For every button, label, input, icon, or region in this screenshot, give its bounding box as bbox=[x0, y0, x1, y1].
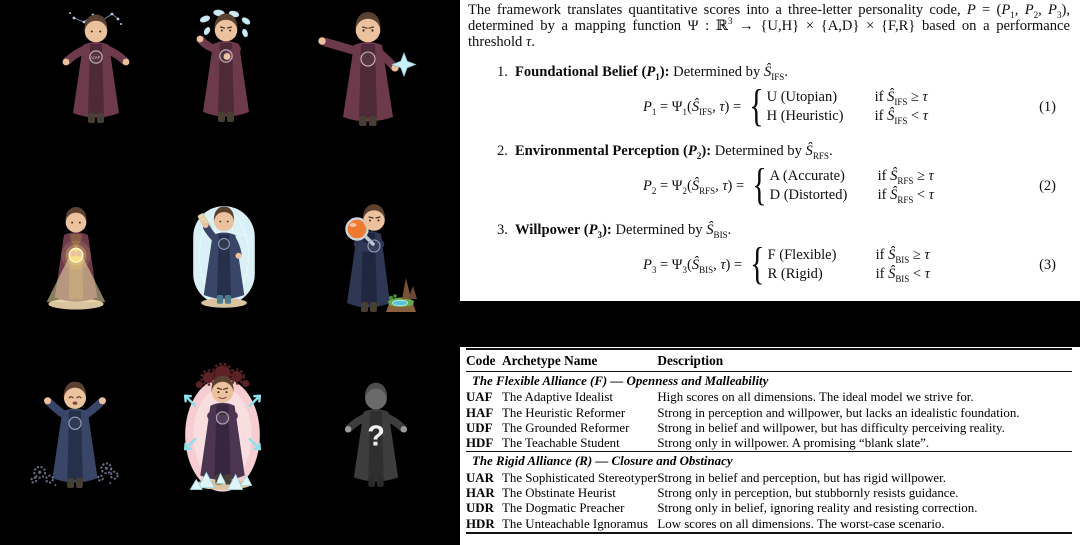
name-cell: The Heuristic Reformer bbox=[502, 405, 626, 420]
mage-pointing-star bbox=[303, 8, 421, 136]
list-item-foundational-belief bbox=[497, 64, 1070, 129]
mage-orb-svg bbox=[30, 194, 122, 322]
equation-1 bbox=[643, 81, 1070, 131]
mage-scroll-globe bbox=[180, 194, 268, 322]
name-cell: The Grounded Reformer bbox=[502, 420, 630, 435]
chest-emblem bbox=[216, 412, 228, 424]
case-value: A (Accurate) bbox=[769, 168, 845, 185]
mage-glowing-orb bbox=[30, 194, 122, 322]
code-cell: HDR bbox=[466, 516, 495, 531]
code-cell: HDF bbox=[466, 436, 494, 451]
framework-text-panel bbox=[460, 0, 1080, 301]
mage-magnifier-island bbox=[330, 200, 418, 322]
star-icon bbox=[393, 53, 416, 76]
mage-silhouette-svg bbox=[328, 376, 424, 496]
orb-icon bbox=[61, 241, 90, 270]
question-mark: ? bbox=[367, 420, 385, 453]
mage-constellation-svg bbox=[46, 6, 146, 134]
mage-floating-shards bbox=[176, 4, 276, 134]
name-cell: The Obstinate Heurist bbox=[502, 486, 616, 501]
code-cell: UDR bbox=[466, 501, 494, 516]
chest-emblem bbox=[220, 50, 232, 62]
equation-number: (2) bbox=[1039, 177, 1056, 194]
case-value: F (Flexible) bbox=[767, 247, 837, 264]
section-header-flexible: The Flexible Alliance (F) — Openness and Malleability bbox=[472, 374, 769, 388]
mage-stressed-gears bbox=[170, 362, 276, 496]
code-cell: UAR bbox=[466, 470, 494, 485]
section-header-rigid: The Rigid Alliance (R) — Closure and Obstinacy bbox=[472, 454, 733, 469]
code-cell: HAF bbox=[466, 405, 494, 420]
case-value: R (Rigid) bbox=[767, 265, 823, 282]
mage-celebrating-svg bbox=[26, 376, 124, 496]
emblem-code: UAF bbox=[91, 54, 101, 60]
archetype-table bbox=[466, 348, 1072, 534]
chest-emblem bbox=[361, 52, 375, 66]
equation-lhs: $P_3$ = $\Psi_3(Ŝ_{BIS}$, τ) = bbox=[643, 256, 743, 275]
table-row bbox=[466, 517, 1072, 533]
mage-constellation bbox=[46, 6, 146, 134]
equation-number: (3) bbox=[1039, 256, 1056, 273]
code-cell: UDF bbox=[466, 420, 493, 435]
case-value: H (Heuristic) bbox=[766, 107, 844, 124]
list-item-environmental-perception bbox=[497, 143, 1070, 208]
mage-celebrating bbox=[26, 376, 124, 496]
cases-brace: { bbox=[752, 160, 767, 210]
equation-lhs: $P_2$ = $\Psi_2(Ŝ_{RFS}$, τ) = bbox=[643, 177, 745, 196]
desc-cell: High scores on all dimensions. The ideal model we strive for. bbox=[657, 390, 974, 405]
case-value: D (Distorted) bbox=[769, 186, 848, 203]
case-condition: if $Ŝ_{RFS} \ge \tau$ bbox=[877, 168, 934, 187]
col-header-description: Description bbox=[657, 353, 724, 368]
case-condition: if $Ŝ_{BIS} \ge \tau$ bbox=[875, 247, 930, 266]
case-condition: if $Ŝ_{BIS} < \tau$ bbox=[875, 265, 930, 284]
chest-emblem bbox=[219, 238, 230, 249]
equation-lhs: $P_1$ = $\Psi_1(Ŝ_{IFS}$, τ) = bbox=[643, 98, 742, 117]
character-grid bbox=[0, 0, 460, 545]
cases-brace: { bbox=[749, 81, 764, 131]
table-row bbox=[466, 471, 1072, 486]
equation-number: (1) bbox=[1039, 98, 1056, 115]
desc-cell: Strong in perception and willpower, but lacks an idealistic foundation. bbox=[657, 405, 1020, 420]
island-icon bbox=[386, 278, 417, 312]
desc-cell: Strong only in perception, but stubbornly resists guidance. bbox=[657, 486, 959, 501]
name-cell: The Sophisticated Stereotyper bbox=[502, 470, 658, 485]
desc-cell: Strong in belief and perception, but has rigid willpower. bbox=[657, 470, 946, 485]
item-heading: Willpower $(P_3)$: Determined by $Ŝ_{BIS}$. bbox=[514, 221, 732, 240]
code-cell: UAF bbox=[466, 390, 493, 405]
equation-3 bbox=[643, 239, 1070, 289]
name-cell: The Unteachable Ignoramus bbox=[502, 516, 649, 531]
table-row bbox=[466, 486, 1072, 501]
case-value: U (Utopian) bbox=[766, 89, 838, 106]
mage-magnifier-svg bbox=[330, 200, 418, 322]
desc-cell: Low scores on all dimensions. The worst-case scenario. bbox=[657, 516, 945, 531]
col-header-code: Code bbox=[466, 353, 496, 368]
desc-cell: Strong only in belief, ignoring reality and resisting correction. bbox=[657, 501, 978, 516]
equation-2 bbox=[643, 160, 1070, 210]
mage-scroll-svg bbox=[180, 194, 268, 322]
case-condition: if $Ŝ_{IFS} < \tau$ bbox=[874, 107, 928, 126]
mage-stressed-svg bbox=[170, 362, 276, 496]
name-cell: The Teachable Student bbox=[502, 436, 620, 451]
table-header-row bbox=[466, 349, 1072, 372]
table-row bbox=[466, 436, 1072, 452]
chest-emblem bbox=[69, 417, 81, 429]
desc-cell: Strong only in willpower. A promising “blank slate”. bbox=[657, 436, 930, 451]
desc-cell: Strong in belief and willpower, but has difficulty perceiving reality. bbox=[657, 420, 1005, 435]
name-cell: The Adaptive Idealist bbox=[502, 390, 613, 405]
code-cell: HAR bbox=[466, 486, 495, 501]
item-heading: Foundational Belief $(P_1)$: Determined by $Ŝ_{IFS}$. bbox=[514, 63, 788, 82]
mage-unknown-silhouette bbox=[328, 376, 424, 496]
table-row bbox=[466, 421, 1072, 436]
table-row bbox=[466, 406, 1072, 421]
cases-brace: { bbox=[750, 239, 765, 289]
table-row bbox=[466, 390, 1072, 405]
case-condition: if $Ŝ_{RFS} < \tau$ bbox=[877, 186, 934, 205]
item-number: 3. bbox=[497, 221, 508, 238]
table-row bbox=[466, 501, 1072, 516]
chest-emblem bbox=[368, 240, 380, 252]
case-condition: if $Ŝ_{IFS} \ge \tau$ bbox=[874, 89, 928, 108]
col-header-archetype: Archetype Name bbox=[502, 353, 598, 368]
name-cell: The Dogmatic Preacher bbox=[502, 501, 625, 516]
framework-intro: The framework translates quantitative scores into a three-letter personality code, $P = (P_1$, $P_2$, $P_3$), determined by a mapping function Ψ : ℝ$^3$ → {U,H} × {A,D} × {F,R} based on a performance threshold τ. bbox=[468, 2, 1070, 50]
archetype-table-panel bbox=[460, 347, 1080, 545]
list-item-willpower bbox=[497, 222, 1070, 287]
mage-shards-svg bbox=[176, 4, 276, 134]
item-heading: Environmental Perception $(P_2)$: Determined by $Ŝ_{RFS}$. bbox=[514, 142, 833, 161]
mage-pointing-svg bbox=[303, 8, 421, 136]
item-number: 2. bbox=[497, 142, 508, 159]
item-number: 1. bbox=[497, 63, 508, 80]
